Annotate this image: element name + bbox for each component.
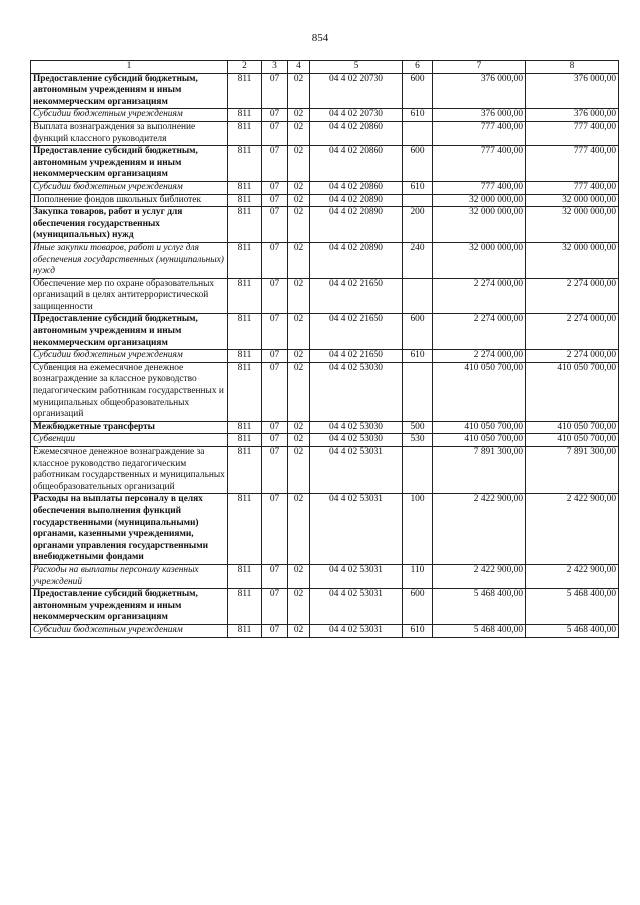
cell-section: 07 [262,589,288,625]
cell-section: 07 [262,242,288,278]
cell-section: 07 [262,109,288,122]
cell-expense-type: 600 [403,73,433,109]
cell-expense-type [403,278,433,314]
cell-amount-col8: 5 468 400,00 [526,589,619,625]
row-name: Субсидии бюджетным учреждениям [31,624,228,637]
cell-department: 811 [228,447,262,494]
cell-amount-col8: 777 400,00 [526,121,619,145]
cell-subsection: 02 [288,494,310,565]
table-row [31,314,619,350]
row-name: Предоставление субсидий бюджетным, автономным учреждениям и иным некоммерческим организациям [31,73,228,109]
header-cell: 6 [403,61,433,74]
cell-target-item: 04 4 02 20890 [310,194,403,207]
header-cell: 8 [526,61,619,74]
row-name: Субсидии бюджетным учреждениям [31,181,228,194]
cell-section: 07 [262,73,288,109]
cell-target-item: 04 4 02 20860 [310,146,403,182]
cell-subsection: 02 [288,624,310,637]
cell-target-item: 04 4 02 20860 [310,181,403,194]
cell-section: 07 [262,314,288,350]
cell-expense-type [403,447,433,494]
cell-department: 811 [228,564,262,588]
row-name: Субвенции [31,434,228,447]
cell-section: 07 [262,181,288,194]
cell-department: 811 [228,589,262,625]
row-name: Ежемесячное денежное вознаграждение за классное руководство педагогическим работникам государственных и муниципальных общеобразовательных организаций [31,447,228,494]
cell-amount-col7: 5 468 400,00 [433,624,526,637]
cell-subsection: 02 [288,109,310,122]
row-name: Субсидии бюджетным учреждениям [31,350,228,363]
cell-expense-type: 110 [403,564,433,588]
header-cell: 3 [262,61,288,74]
budget-table [30,60,619,638]
cell-amount-col8: 32 000 000,00 [526,242,619,278]
table-row [31,207,619,243]
cell-target-item: 04 4 02 53031 [310,624,403,637]
cell-subsection: 02 [288,181,310,194]
cell-section: 07 [262,624,288,637]
cell-subsection: 02 [288,194,310,207]
row-name: Расходы на выплаты персоналу в целях обеспечения выполнения функций государственными (муниципальными) органами, казенными учреждениями, органами управления государственными внебюджетными фондами [31,494,228,565]
cell-amount-col7: 2 422 900,00 [433,494,526,565]
cell-section: 07 [262,350,288,363]
cell-target-item: 04 4 02 20890 [310,207,403,243]
cell-section: 07 [262,564,288,588]
header-cell: 7 [433,61,526,74]
cell-expense-type: 600 [403,146,433,182]
cell-subsection: 02 [288,207,310,243]
cell-section: 07 [262,121,288,145]
row-name: Пополнение фондов школьных библиотек [31,194,228,207]
cell-subsection: 02 [288,447,310,494]
cell-amount-col7: 376 000,00 [433,109,526,122]
cell-target-item: 04 4 02 21650 [310,350,403,363]
table-row [31,624,619,637]
table-row [31,242,619,278]
table-row [31,278,619,314]
cell-amount-col7: 32 000 000,00 [433,242,526,278]
page-number: 854 [311,32,329,44]
cell-target-item: 04 4 02 53030 [310,421,403,434]
cell-department: 811 [228,207,262,243]
cell-subsection: 02 [288,434,310,447]
table-row [31,181,619,194]
cell-expense-type: 600 [403,589,433,625]
cell-target-item: 04 4 02 53031 [310,589,403,625]
cell-department: 811 [228,314,262,350]
cell-target-item: 04 4 02 53030 [310,362,403,421]
cell-amount-col8: 2 422 900,00 [526,564,619,588]
table-row [31,589,619,625]
cell-subsection: 02 [288,121,310,145]
table-row [31,362,619,421]
cell-expense-type: 610 [403,181,433,194]
cell-amount-col7: 410 050 700,00 [433,434,526,447]
cell-section: 07 [262,194,288,207]
cell-amount-col8: 2 274 000,00 [526,350,619,363]
cell-amount-col8: 410 050 700,00 [526,434,619,447]
cell-expense-type: 100 [403,494,433,565]
cell-section: 07 [262,494,288,565]
cell-expense-type: 610 [403,350,433,363]
cell-subsection: 02 [288,146,310,182]
row-name: Предоставление субсидий бюджетным, автономным учреждениям и иным некоммерческим организациям [31,146,228,182]
cell-subsection: 02 [288,242,310,278]
table-row [31,447,619,494]
cell-amount-col7: 2 274 000,00 [433,314,526,350]
cell-subsection: 02 [288,564,310,588]
table-row [31,434,619,447]
cell-amount-col7: 777 400,00 [433,146,526,182]
cell-expense-type [403,194,433,207]
cell-department: 811 [228,109,262,122]
cell-target-item: 04 4 02 53031 [310,564,403,588]
cell-amount-col7: 410 050 700,00 [433,421,526,434]
cell-section: 07 [262,278,288,314]
cell-department: 811 [228,350,262,363]
cell-subsection: 02 [288,278,310,314]
cell-amount-col8: 2 274 000,00 [526,278,619,314]
cell-expense-type: 200 [403,207,433,243]
cell-department: 811 [228,146,262,182]
cell-amount-col7: 7 891 300,00 [433,447,526,494]
header-cell: 5 [310,61,403,74]
cell-target-item: 04 4 02 21650 [310,314,403,350]
cell-expense-type: 610 [403,624,433,637]
cell-department: 811 [228,194,262,207]
cell-target-item: 04 4 02 20730 [310,109,403,122]
cell-amount-col7: 376 000,00 [433,73,526,109]
row-name: Обеспечение мер по охране образовательных организаций в целях антитеррористической защищенности [31,278,228,314]
row-name: Закупка товаров, работ и услуг для обеспечения государственных (муниципальных) нужд [31,207,228,243]
cell-expense-type: 610 [403,109,433,122]
cell-section: 07 [262,447,288,494]
table-row [31,194,619,207]
row-name: Субвенция на ежемесячное денежное вознаграждение за классное руководство педагогическим работникам государственных и муниципальных общеобразовательных организаций [31,362,228,421]
row-name: Выплата вознаграждения за выполнение функций классного руководителя [31,121,228,145]
cell-department: 811 [228,242,262,278]
row-name: Предоставление субсидий бюджетным, автономным учреждениям и иным некоммерческим организациям [31,589,228,625]
table-row [31,564,619,588]
table-row [31,146,619,182]
cell-amount-col8: 7 891 300,00 [526,447,619,494]
cell-section: 07 [262,421,288,434]
cell-amount-col7: 32 000 000,00 [433,207,526,243]
cell-department: 811 [228,624,262,637]
cell-expense-type: 530 [403,434,433,447]
cell-amount-col7: 2 422 900,00 [433,564,526,588]
cell-subsection: 02 [288,589,310,625]
cell-amount-col8: 2 274 000,00 [526,314,619,350]
cell-amount-col7: 5 468 400,00 [433,589,526,625]
cell-amount-col7: 410 050 700,00 [433,362,526,421]
cell-subsection: 02 [288,362,310,421]
cell-expense-type: 240 [403,242,433,278]
row-name: Иные закупки товаров, работ и услуг для обеспечения государственных (муниципальных) нужд [31,242,228,278]
table-header-row [31,61,619,74]
cell-subsection: 02 [288,421,310,434]
cell-department: 811 [228,181,262,194]
table-row [31,350,619,363]
cell-target-item: 04 4 02 20890 [310,242,403,278]
cell-section: 07 [262,207,288,243]
cell-amount-col8: 2 422 900,00 [526,494,619,565]
table-row [31,73,619,109]
cell-section: 07 [262,434,288,447]
cell-department: 811 [228,121,262,145]
cell-section: 07 [262,362,288,421]
row-name: Субсидии бюджетным учреждениям [31,109,228,122]
row-name: Расходы на выплаты персоналу казенных учреждений [31,564,228,588]
row-name: Межбюджетные трансферты [31,421,228,434]
cell-target-item: 04 4 02 53031 [310,447,403,494]
cell-amount-col8: 32 000 000,00 [526,207,619,243]
cell-target-item: 04 4 02 20860 [310,121,403,145]
cell-department: 811 [228,73,262,109]
cell-department: 811 [228,278,262,314]
cell-amount-col7: 777 400,00 [433,121,526,145]
cell-amount-col8: 410 050 700,00 [526,362,619,421]
cell-amount-col8: 777 400,00 [526,146,619,182]
table-row [31,109,619,122]
cell-section: 07 [262,146,288,182]
table-row [31,421,619,434]
cell-department: 811 [228,434,262,447]
cell-target-item: 04 4 02 21650 [310,278,403,314]
table-row [31,121,619,145]
cell-amount-col8: 376 000,00 [526,73,619,109]
header-cell: 1 [31,61,228,74]
cell-amount-col8: 32 000 000,00 [526,194,619,207]
cell-amount-col8: 410 050 700,00 [526,421,619,434]
cell-amount-col8: 5 468 400,00 [526,624,619,637]
cell-subsection: 02 [288,350,310,363]
cell-amount-col7: 2 274 000,00 [433,278,526,314]
cell-target-item: 04 4 02 53031 [310,494,403,565]
cell-target-item: 04 4 02 53030 [310,434,403,447]
cell-amount-col8: 376 000,00 [526,109,619,122]
cell-expense-type: 600 [403,314,433,350]
cell-expense-type: 500 [403,421,433,434]
cell-department: 811 [228,494,262,565]
cell-expense-type [403,121,433,145]
header-cell: 4 [288,61,310,74]
cell-department: 811 [228,362,262,421]
cell-subsection: 02 [288,314,310,350]
cell-target-item: 04 4 02 20730 [310,73,403,109]
table-row [31,494,619,565]
header-cell: 2 [228,61,262,74]
cell-department: 811 [228,421,262,434]
cell-amount-col7: 2 274 000,00 [433,350,526,363]
cell-amount-col7: 777 400,00 [433,181,526,194]
row-name: Предоставление субсидий бюджетным, автономным учреждениям и иным некоммерческим организациям [31,314,228,350]
cell-expense-type [403,362,433,421]
cell-amount-col7: 32 000 000,00 [433,194,526,207]
cell-amount-col8: 777 400,00 [526,181,619,194]
cell-subsection: 02 [288,73,310,109]
